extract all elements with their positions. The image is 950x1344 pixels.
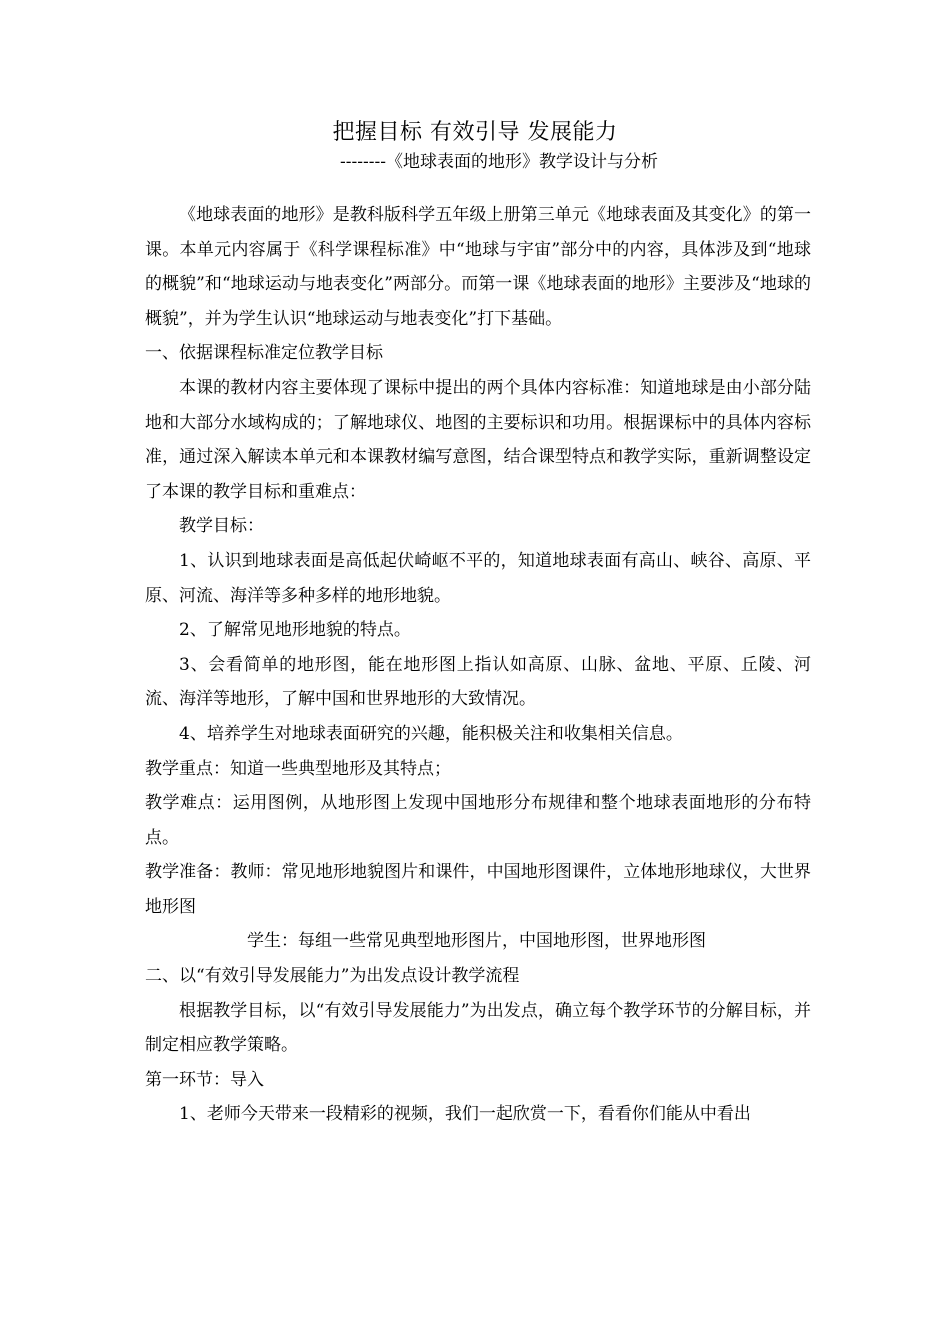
objective-item-4: 4、培养学生对地球表面研究的兴趣，能积极关注和收集相关信息。 (179, 723, 683, 744)
key-point: 教学重点：知道一些典型地形及其特点； (145, 758, 451, 779)
difficult-point: 教学难点：运用图例，从地形图上发现中国地形分布规律和整个地球表面地形的分布特点。 (145, 793, 811, 848)
intro-paragraph: 《地球表面的地形》是教科版科学五年级上册第三单元《地球表面及其变化》的第一课。本单元内容属于《科学课程标准》中“地球与宇宙”部分中的内容，具体涉及到“地球的概貌”和“地球运动与地表变化”两部分。而第一课《地球表面的地形》主要涉及“地球的概貌”，并为学生认识“地球运动与地表变化”打下基础。 (145, 205, 811, 329)
document-subtitle: --------《地球表面的地形》教学设计与分析 (340, 152, 658, 172)
section-heading-1: 一、依据课程标准定位教学目标 (145, 343, 383, 364)
preparation-student: 学生：每组一些常见典型地形图片，中国地形图，世界地形图 (247, 931, 706, 952)
objectives-heading: 教学目标： (179, 516, 264, 537)
section-heading-2: 二、以“有效引导发展能力”为出发点设计教学流程 (145, 966, 520, 987)
document-body (145, 198, 811, 1132)
preparation-teacher: 教学准备：教师：常见地形地貌图片和课件，中国地形图课件，立体地形地球仪，大世界地形图 (145, 862, 811, 917)
objective-item-3: 3、会看简单的地形图，能在地形图上指认如高原、山脉、盆地、平原、丘陵、河流、海洋等地形，了解中国和世界地形的大致情况。 (145, 654, 811, 710)
objective-item-2: 2、了解常见地形地貌的特点。 (179, 620, 411, 641)
stage-heading-1: 第一环节：导入 (145, 1069, 264, 1090)
document-title: 把握目标 有效引导 发展能力 (332, 120, 618, 145)
objective-item-1: 1、认识到地球表面是高低起伏崎岖不平的，知道地球表面有高山、峡谷、高原、平原、河流、海洋等多种多样的地形地貌。 (145, 550, 811, 606)
stage-1-item-1: 1、老师今天带来一段精彩的视频，我们一起欣赏一下，看看你们能从中看出 (179, 1104, 751, 1125)
process-paragraph: 根据教学目标，以“有效引导发展能力”为出发点，确立每个教学环节的分解目标，并制定相应教学策略。 (145, 1000, 811, 1056)
curriculum-paragraph: 本课的教材内容主要体现了课标中提出的两个具体内容标准：知道地球是由小部分陆地和大部分水域构成的；了解地球仪、地图的主要标识和功用。根据课标中的具体内容标准，通过深入解读本单元和本课教材编写意图，结合课型特点和教学实际，重新调整设定了本课的教学目标和重难点： (145, 377, 811, 502)
